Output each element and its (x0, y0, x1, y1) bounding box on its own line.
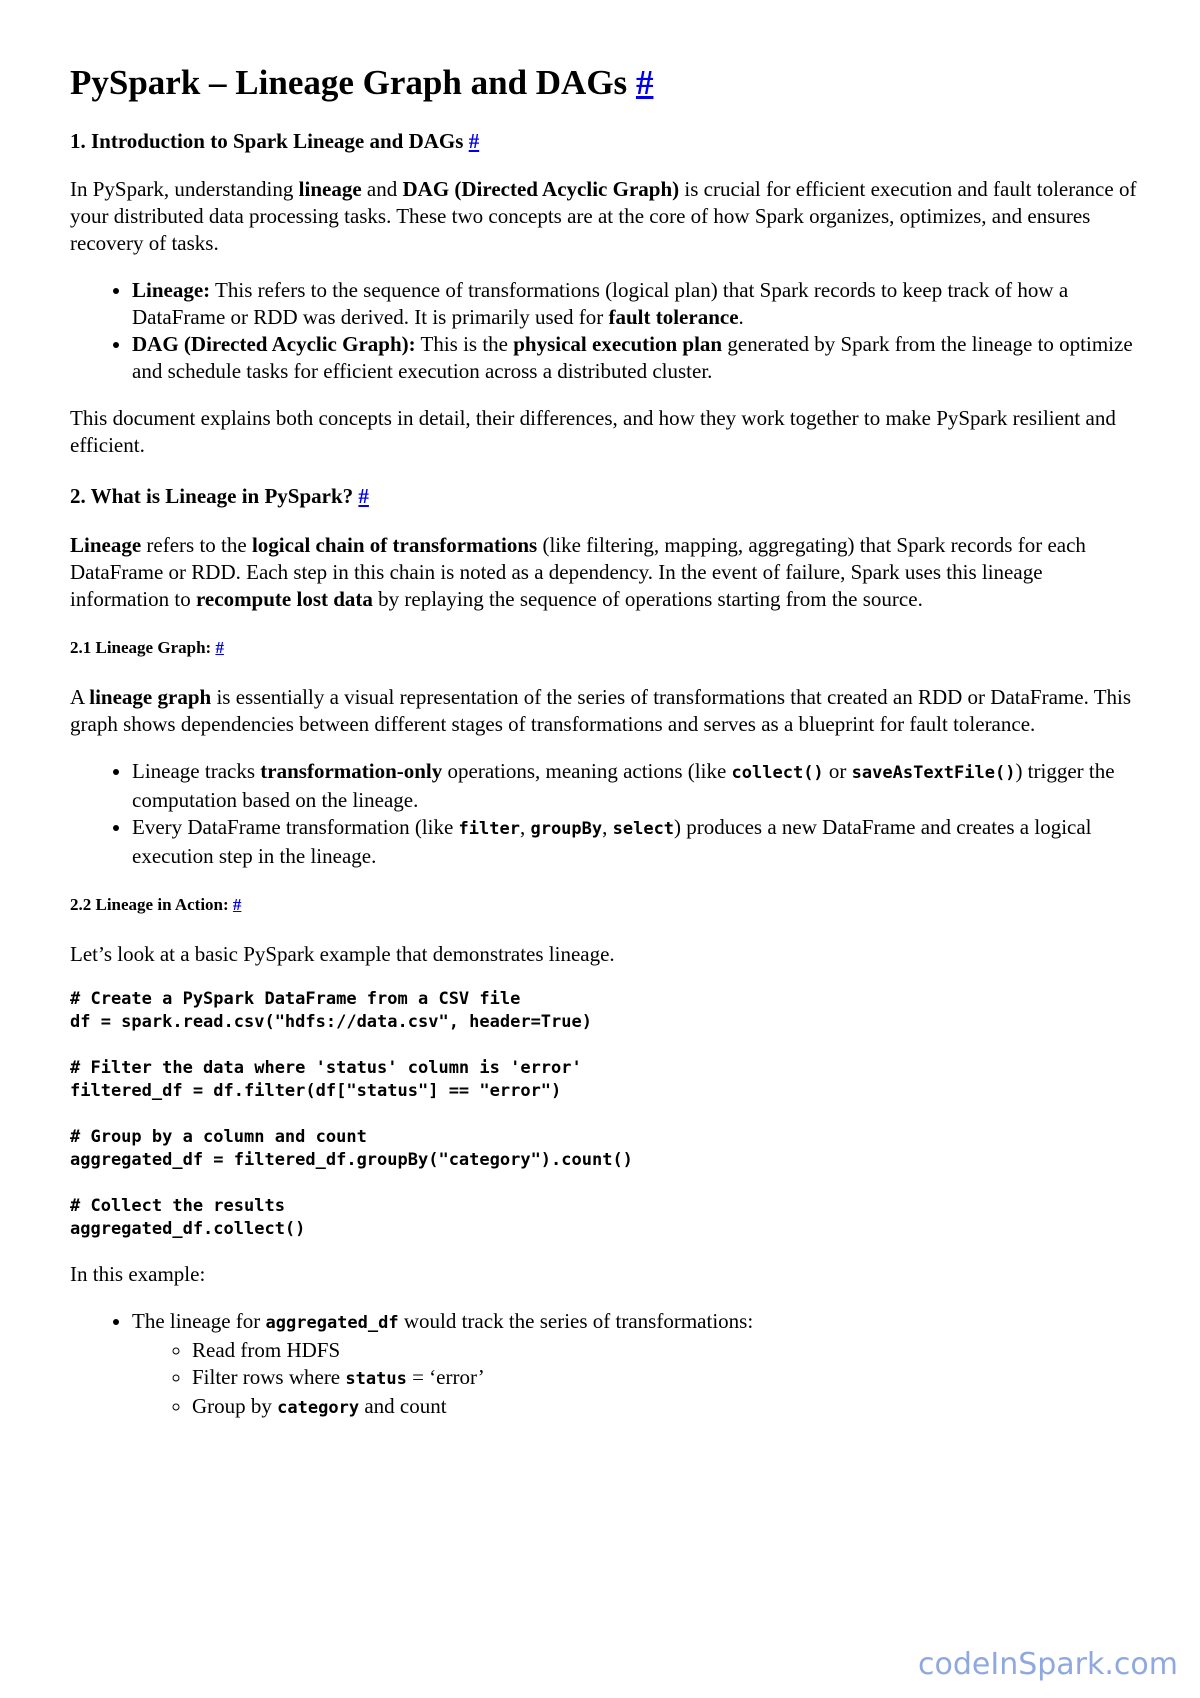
inline-code: category (277, 1398, 360, 1418)
section-2-1-heading-text: 2.1 Lineage Graph: (70, 637, 212, 657)
text-run: Lineage tracks (132, 758, 261, 783)
inline-code: filter (458, 818, 520, 839)
bold-run: physical execution plan (513, 332, 723, 357)
section-2-heading-text: 2. What is Lineage in PySpark? (70, 484, 354, 509)
bold-run: DAG (Directed Acyclic Graph) (402, 177, 680, 202)
section-1-bullet-list (70, 277, 1140, 385)
inline-code: collect() (731, 762, 824, 783)
text-run: . (738, 305, 744, 330)
inline-code: status (345, 1369, 407, 1389)
code-line: # Collect the results (70, 1196, 285, 1216)
text-run: (like filtering, mapping, aggregating) that Spark records for each DataFrame or RDD. Each step in this chain is noted as a dependency. In the event of failure, Spark uses this lineage information to (70, 532, 1086, 611)
section-2-anchor-link[interactable]: # (358, 484, 369, 509)
text-run: , (602, 814, 613, 839)
text-run: This is the (415, 332, 514, 357)
code-line: df = spark.read.csv("hdfs://data.csv", header=True) (70, 1012, 592, 1032)
bold-run: lineage (298, 177, 362, 202)
watermark-logo: codeInSpark.com (918, 1647, 1178, 1682)
list-item (132, 1308, 1140, 1422)
text-run: ) trigger the computation based on the lineage. (132, 758, 1115, 812)
bold-run: Lineage: (132, 278, 211, 303)
section-1-anchor-link[interactable]: # (468, 129, 480, 153)
section-1-heading-text: 1. Introduction to Spark Lineage and DAGs (70, 129, 464, 153)
text-run: operations, meaning actions (like (442, 758, 732, 783)
text-run: = ‘error’ (406, 1365, 485, 1389)
text-run: This refers to the sequence of transformations (logical plan) that Spark records to keep track of how a DataFrame or RDD was derived. It is primarily used for (132, 278, 1069, 330)
list-item (132, 814, 1140, 870)
section-2-2-anchor-link[interactable]: # (232, 894, 242, 914)
text-run: Every DataFrame transformation (like (132, 814, 459, 839)
text-run: , (519, 814, 531, 839)
section-2-2-heading-text: 2.2 Lineage in Action: (70, 894, 229, 914)
document-page (70, 62, 1140, 1442)
section-2-2-heading (70, 894, 1140, 915)
bold-run: fault tolerance (608, 305, 739, 330)
list-item (132, 758, 1140, 814)
code-line: # Group by a column and count (70, 1127, 367, 1147)
text-run: Group by (192, 1394, 278, 1418)
text-run: In PySpark, understanding (70, 177, 299, 202)
inline-code: aggregated_df (265, 1313, 399, 1333)
page-title-text: PySpark – Lineage Graph and DAGs (70, 63, 628, 102)
section-2-1-heading (70, 637, 1140, 658)
code-line: filtered_df = df.filter(df["status"] == "error") (70, 1081, 562, 1101)
text-run: is essentially a visual representation of the series of transformations that created an RDD or DataFrame. This graph shows dependencies between different stages of transformations and serves as a blueprint for fault tolerance. (70, 684, 1132, 736)
code-line: aggregated_df.collect() (70, 1219, 306, 1239)
section-2-2-intro: Let’s look at a basic PySpark example that demonstrates lineage. (70, 942, 615, 966)
bold-run: DAG (Directed Acyclic Graph): (132, 332, 416, 357)
code-line (70, 1103, 1140, 1126)
code-block (70, 988, 1140, 1241)
code-line: # Filter the data where 'status' column is 'error' (70, 1058, 582, 1078)
text-run: A (70, 684, 90, 709)
sub-list-item (192, 1364, 1140, 1393)
sub-list-item (192, 1337, 1140, 1364)
section-2-2-bullet-list (70, 1308, 1140, 1422)
section-2-paragraph-1 (70, 532, 1140, 613)
section-1-heading (70, 128, 1140, 154)
bold-run: recompute lost data (195, 586, 373, 611)
text-run: ) produces a new DataFrame and creates a logical execution step in the lineage. (132, 814, 1092, 868)
section-2-1-anchor-link[interactable]: # (215, 637, 224, 657)
bold-run: transformation-only (260, 758, 443, 783)
code-line: aggregated_df = filtered_df.groupBy("category").count() (70, 1150, 633, 1170)
page-title (70, 62, 1140, 104)
text-run: Filter rows where (192, 1365, 346, 1389)
code-line (70, 1034, 1140, 1057)
text-run: is crucial for efficient execution and fault tolerance of your distributed data processing tasks. These two concepts are at the core of how Spark organizes, optimizes, and ensures recovery of tasks. (70, 177, 1137, 256)
list-item (132, 277, 1140, 331)
code-line: # Create a PySpark DataFrame from a CSV file (70, 989, 521, 1009)
section-1-paragraph-1 (70, 176, 1140, 257)
text-run: refers to the (141, 532, 252, 557)
text-run: would track the series of transformations: (398, 1309, 754, 1333)
list-item (132, 331, 1140, 385)
inline-code: select (612, 818, 675, 839)
section-2-1-bullet-list (70, 758, 1140, 870)
code-line (70, 1172, 1140, 1195)
text-run: generated by Spark from the lineage to optimize and schedule tasks for efficient execution across a distributed cluster. (132, 332, 1133, 384)
section-1-paragraph-2: This document explains both concepts in detail, their differences, and how they work together to make PySpark resilient and efficient. (70, 406, 1116, 458)
bold-run: logical chain of transformations (251, 532, 538, 557)
text-run: Read from HDFS (192, 1338, 341, 1362)
text-run: The lineage for (132, 1309, 266, 1333)
section-2-2-after-code: In this example: (70, 1262, 206, 1286)
sub-list-item (192, 1393, 1140, 1422)
section-2-1-paragraph-1 (70, 684, 1140, 738)
title-anchor-link[interactable]: # (635, 63, 654, 102)
text-run: and (361, 177, 403, 202)
text-run: by replaying the sequence of operations starting from the source. (372, 586, 923, 611)
section-2-heading (70, 483, 1140, 509)
bold-run: Lineage (70, 532, 142, 557)
bold-run: lineage graph (89, 684, 212, 709)
text-run: and count (359, 1394, 447, 1418)
sub-bullet-list (132, 1337, 1140, 1422)
inline-code: saveAsTextFile() (851, 762, 1016, 783)
inline-code: groupBy (530, 818, 603, 839)
text-run: or (823, 758, 852, 783)
